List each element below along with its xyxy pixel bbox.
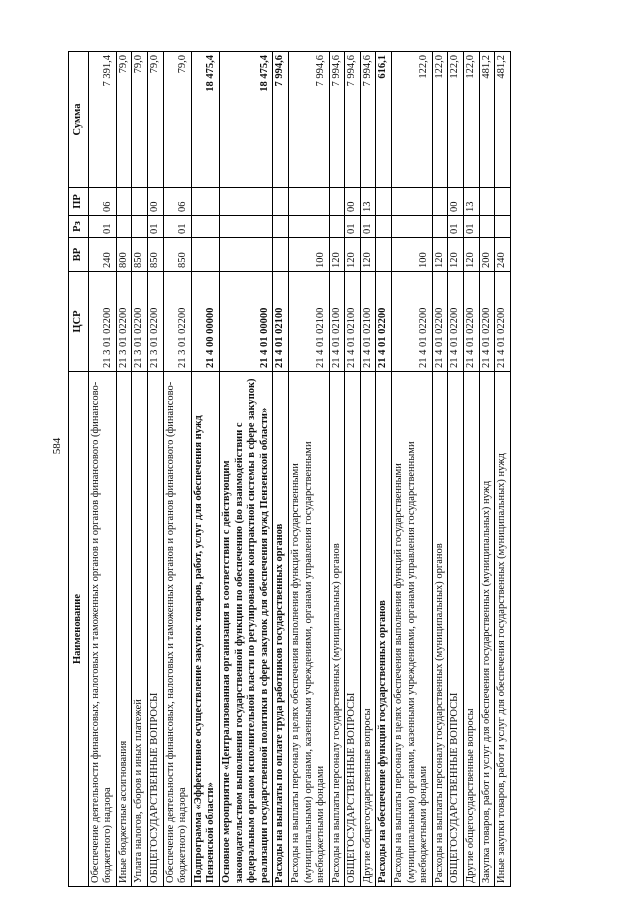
cell-sum: 18 475,4	[219, 52, 272, 188]
cell-csr: 21 3 01 02200	[116, 272, 132, 372]
cell-sum: 18 475,4	[191, 52, 219, 188]
header-pr: ПР	[69, 188, 89, 216]
cell-name: Расходы на выплаты по оплате труда работников государственных органов	[273, 372, 289, 887]
cell-rz	[132, 216, 148, 238]
cell-name: Основное мероприятие «Централизованная организация в соответствии с действующим законодательством выполнения государственной функции по обеспечению (во взаимодействии с федеральным органом исполнительной власти по регулированию контрактной системы в сфере закупок) реализации государственной политики в сфере закупок для обеспечения нужд Пензенской области»	[219, 372, 272, 887]
cell-rz: 01	[345, 216, 361, 238]
cell-rz: 01	[147, 216, 163, 238]
cell-rz	[376, 216, 392, 238]
cell-pr	[479, 188, 495, 216]
cell-rz: 01	[360, 216, 376, 238]
cell-vr: 120	[448, 238, 464, 272]
cell-rz	[329, 216, 345, 238]
cell-pr	[191, 188, 219, 216]
cell-sum: 7 994,6	[273, 52, 289, 188]
cell-name: Расходы на выплаты персоналу в целях обеспечения выполнения функций государственными (муниципальными) органами, казенными учреждениями, органами управления государственными внебюджетными фондами	[392, 372, 433, 887]
table-row	[191, 52, 219, 887]
cell-csr: 21 3 01 02200	[132, 272, 148, 372]
cell-name: Закупка товаров, работ и услуг для обеспечения государственных (муниципальных) нужд	[479, 372, 495, 887]
table-row	[132, 52, 148, 887]
cell-rz	[432, 216, 448, 238]
cell-csr: 21 4 01 02100	[329, 272, 345, 372]
header-name: Наименование	[69, 372, 89, 887]
cell-csr: 21 3 01 02200	[163, 272, 191, 372]
table-row	[448, 52, 464, 887]
cell-sum: 122,0	[392, 52, 433, 188]
cell-name: Обеспечение деятельности финансовых, налоговых и таможенных органов и органов финансового (финансово-бюджетного) надзора	[163, 372, 191, 887]
cell-pr	[376, 188, 392, 216]
cell-pr	[432, 188, 448, 216]
table-row	[147, 52, 163, 887]
cell-csr: 21 4 01 02200	[376, 272, 392, 372]
cell-pr	[288, 188, 329, 216]
cell-pr: 00	[345, 188, 361, 216]
cell-rz	[288, 216, 329, 238]
cell-csr: 21 4 01 02100	[273, 272, 289, 372]
cell-vr: 240	[495, 238, 511, 272]
rotated-content	[68, 52, 568, 887]
table-header-row	[69, 52, 89, 887]
cell-pr	[329, 188, 345, 216]
cell-rz	[219, 216, 272, 238]
cell-pr	[273, 188, 289, 216]
cell-vr: 240	[88, 238, 116, 272]
rotated-page	[68, 52, 568, 887]
cell-sum: 79,0	[132, 52, 148, 188]
table-row	[116, 52, 132, 887]
cell-name: Иные закупки товаров, работ и услуг для обеспечения государственных (муниципальных) нужд	[495, 372, 511, 887]
cell-rz	[273, 216, 289, 238]
cell-csr: 21 4 01 00000	[219, 272, 272, 372]
cell-vr: 850	[147, 238, 163, 272]
table-body	[88, 52, 510, 887]
cell-sum: 7 391,4	[88, 52, 116, 188]
cell-rz: 01	[448, 216, 464, 238]
table-row	[163, 52, 191, 887]
cell-pr: 13	[464, 188, 480, 216]
cell-rz: 01	[88, 216, 116, 238]
cell-name: ОБЩЕГОСУДАРСТВЕННЫЕ ВОПРОСЫ	[345, 372, 361, 887]
cell-name: Иные бюджетные ассигнования	[116, 372, 132, 887]
cell-name: ОБЩЕГОСУДАРСТВЕННЫЕ ВОПРОСЫ	[448, 372, 464, 887]
page-number: 584	[51, 437, 63, 455]
cell-pr	[219, 188, 272, 216]
cell-sum: 79,0	[147, 52, 163, 188]
cell-sum: 79,0	[116, 52, 132, 188]
header-csr: ЦСР	[69, 272, 89, 372]
cell-rz	[479, 216, 495, 238]
cell-vr: 100	[288, 238, 329, 272]
cell-vr: 100	[392, 238, 433, 272]
cell-pr: 13	[360, 188, 376, 216]
table-row	[464, 52, 480, 887]
cell-sum: 7 994,6	[288, 52, 329, 188]
cell-sum: 481,2	[479, 52, 495, 188]
cell-sum: 7 994,6	[329, 52, 345, 188]
cell-name: Подпрограмма «Эффективное осуществление закупок товаров, работ, услуг для обеспечения нужд Пензенской области»	[191, 372, 219, 887]
cell-csr: 21 4 01 02200	[464, 272, 480, 372]
cell-vr: 120	[360, 238, 376, 272]
header-rz: Рз	[69, 216, 89, 238]
cell-csr: 21 4 01 02100	[345, 272, 361, 372]
cell-sum: 122,0	[464, 52, 480, 188]
cell-vr	[219, 238, 272, 272]
cell-sum: 7 994,6	[360, 52, 376, 188]
cell-csr: 21 4 01 02200	[432, 272, 448, 372]
cell-csr: 21 4 01 02200	[479, 272, 495, 372]
cell-vr: 850	[132, 238, 148, 272]
cell-sum: 616,1	[376, 52, 392, 188]
cell-name: Расходы на выплаты персоналу в целях обеспечения выполнения функций государственными (муниципальными) органами, казенными учреждениями, органами управления государственными внебюджетными фондами	[288, 372, 329, 887]
table-row	[495, 52, 511, 887]
cell-vr: 850	[163, 238, 191, 272]
cell-rz: 01	[163, 216, 191, 238]
cell-pr	[116, 188, 132, 216]
cell-name: Другие общегосударственные вопросы	[464, 372, 480, 887]
cell-name: Другие общегосударственные вопросы	[360, 372, 376, 887]
cell-pr: 00	[147, 188, 163, 216]
cell-rz: 01	[464, 216, 480, 238]
cell-vr	[273, 238, 289, 272]
cell-csr: 21 4 01 02200	[392, 272, 433, 372]
cell-sum: 481,2	[495, 52, 511, 188]
cell-csr: 21 4 01 02200	[448, 272, 464, 372]
cell-vr: 800	[116, 238, 132, 272]
cell-vr: 200	[479, 238, 495, 272]
cell-rz	[392, 216, 433, 238]
cell-rz	[116, 216, 132, 238]
cell-vr	[191, 238, 219, 272]
cell-vr	[376, 238, 392, 272]
cell-vr: 120	[432, 238, 448, 272]
cell-csr: 21 4 01 02200	[495, 272, 511, 372]
table-row	[432, 52, 448, 887]
cell-sum: 122,0	[432, 52, 448, 188]
cell-rz	[191, 216, 219, 238]
cell-csr: 21 4 01 02100	[288, 272, 329, 372]
header-vr: ВР	[69, 238, 89, 272]
cell-vr: 120	[464, 238, 480, 272]
table-row	[273, 52, 289, 887]
cell-csr: 21 4 00 00000	[191, 272, 219, 372]
table-row	[329, 52, 345, 887]
table-row	[376, 52, 392, 887]
cell-sum: 122,0	[448, 52, 464, 188]
cell-pr: 06	[163, 188, 191, 216]
cell-name: ОБЩЕГОСУДАРСТВЕННЫЕ ВОПРОСЫ	[147, 372, 163, 887]
cell-pr: 00	[448, 188, 464, 216]
cell-sum: 7 994,6	[345, 52, 361, 188]
table-row	[479, 52, 495, 887]
cell-vr: 120	[329, 238, 345, 272]
table-row	[345, 52, 361, 887]
header-sum: Сумма	[69, 52, 89, 188]
cell-csr: 21 4 01 02100	[360, 272, 376, 372]
table-row	[88, 52, 116, 887]
cell-rz	[495, 216, 511, 238]
cell-vr: 120	[345, 238, 361, 272]
cell-pr	[132, 188, 148, 216]
cell-name: Расходы на обеспечение функций государственных органов	[376, 372, 392, 887]
cell-name: Обеспечение деятельности финансовых, налоговых и таможенных органов и органов финансового (финансово-бюджетного) надзора	[88, 372, 116, 887]
cell-csr: 21 3 01 02200	[147, 272, 163, 372]
cell-name: Расходы на выплаты персоналу государственных (муниципальных) органов	[329, 372, 345, 887]
cell-sum: 79,0	[163, 52, 191, 188]
table-row	[219, 52, 272, 887]
table-row	[360, 52, 376, 887]
table-row	[288, 52, 329, 887]
cell-pr: 06	[88, 188, 116, 216]
budget-table	[68, 51, 511, 887]
table-row	[392, 52, 433, 887]
cell-pr	[392, 188, 433, 216]
cell-name: Расходы на выплаты персоналу государственных (муниципальных) органов	[432, 372, 448, 887]
cell-csr: 21 3 01 02200	[88, 272, 116, 372]
cell-name: Уплата налогов, сборов и иных платежей	[132, 372, 148, 887]
cell-pr	[495, 188, 511, 216]
